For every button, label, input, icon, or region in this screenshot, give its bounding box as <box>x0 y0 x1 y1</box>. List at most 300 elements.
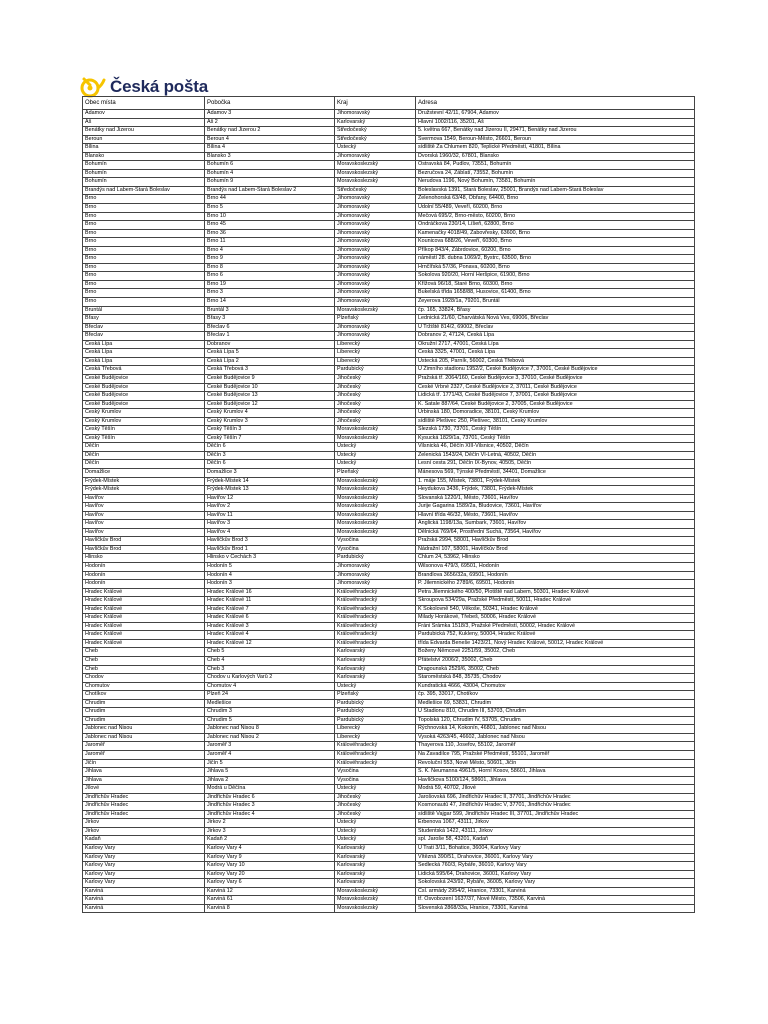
cell-obec: České Budějovice <box>83 392 205 401</box>
cell-pobocka: Medlešice <box>205 699 335 708</box>
cell-adresa: Sedlecká 760/3, Rybáře, 36010, Karlovy Vary <box>416 862 695 871</box>
cell-kraj: Jihomoravský <box>335 110 416 119</box>
cell-adresa: Slovanská 1220/1, Město, 73601, Havířov <box>416 494 695 503</box>
cell-kraj: Ústecký <box>335 460 416 469</box>
cell-pobocka: Adamov 3 <box>205 110 335 119</box>
cell-obec: Jindřichův Hradec <box>83 810 205 819</box>
cell-pobocka: Český Těšín 3 <box>205 426 335 435</box>
cell-pobocka: Český Krumlov 3 <box>205 417 335 426</box>
cell-pobocka: Brno 6 <box>205 272 335 281</box>
cell-pobocka: Děčín 6 <box>205 443 335 452</box>
cell-pobocka: Brno 11 <box>205 238 335 247</box>
cell-kraj: Jihomoravský <box>335 280 416 289</box>
cell-obec: Jílové <box>83 785 205 794</box>
cell-obec: Jaroměř <box>83 751 205 760</box>
cell-kraj: Ústecký <box>335 827 416 836</box>
table-row <box>83 323 695 332</box>
cell-kraj: Plzeňský <box>335 468 416 477</box>
cell-pobocka: Brno 4 <box>205 246 335 255</box>
cell-pobocka: Jaroměř 3 <box>205 742 335 751</box>
cell-kraj: Jihomoravský <box>335 246 416 255</box>
cell-adresa: Ústecká 205, Parník, 56002, Česká Třebová <box>416 357 695 366</box>
table-row <box>83 853 695 862</box>
header-kraj: Kraj <box>335 97 416 110</box>
cell-adresa: Příkop 843/4, Zábrdovice, 60200, Brno <box>416 246 695 255</box>
table-row <box>83 776 695 785</box>
cell-obec: Frýdek-Místek <box>83 477 205 486</box>
cell-obec: Havlíčkův Brod <box>83 537 205 546</box>
cell-obec: Jirkov <box>83 819 205 828</box>
cell-adresa: Lidická tř. 1771/43, České Budějovice 7, 37001, České Budějovice <box>416 392 695 401</box>
cell-pobocka: Karlovy Vary 6 <box>205 879 335 888</box>
cell-obec: Karlovy Vary <box>83 862 205 871</box>
cell-adresa: Slovenská 2868/33a, Hranice, 73301, Karviná <box>416 904 695 913</box>
cell-pobocka: Brno 8 <box>205 263 335 272</box>
cell-kraj: Jihomoravský <box>335 204 416 213</box>
cell-obec: České Budějovice <box>83 374 205 383</box>
cell-pobocka: Děčín 6 <box>205 460 335 469</box>
cell-pobocka: Jirkov 2 <box>205 819 335 828</box>
cell-obec: Břeclav <box>83 323 205 332</box>
cell-obec: Děčín <box>83 451 205 460</box>
cell-kraj: Jihočeský <box>335 810 416 819</box>
table-row <box>83 896 695 905</box>
cell-adresa: Kundratická 4666, 43004, Chomutov <box>416 682 695 691</box>
cell-adresa: náměstí 28. dubna 1069/2, Bystrc, 63500, Brno <box>416 255 695 264</box>
table-row <box>83 306 695 315</box>
cell-obec: Česká Lípa <box>83 340 205 349</box>
cell-adresa: K. Šatale 887/64, České Budějovice 2, 37005, České Budějovice <box>416 400 695 409</box>
cell-pobocka: Hradec Králové 7 <box>205 605 335 614</box>
post-offices-table <box>82 96 695 913</box>
table-row <box>83 836 695 845</box>
cell-pobocka: Karviná 8 <box>205 904 335 913</box>
cell-kraj: Jihočeský <box>335 802 416 811</box>
table-row <box>83 280 695 289</box>
cell-kraj: Liberecký <box>335 357 416 366</box>
cell-obec: Chodov <box>83 674 205 683</box>
table-row <box>83 443 695 452</box>
cell-kraj: Vysočina <box>335 545 416 554</box>
table-row <box>83 665 695 674</box>
cell-adresa: P. Jilemnického 2789/6, 69501, Hodonín <box>416 580 695 589</box>
table-row <box>83 528 695 537</box>
cell-obec: Brno <box>83 298 205 307</box>
cell-pobocka: Bohumín 4 <box>205 169 335 178</box>
cell-adresa: čp. 165, 33824, Břasy <box>416 306 695 315</box>
cell-adresa: U Trati 3/11, Bohatice, 36004, Karlovy Vary <box>416 845 695 854</box>
cell-adresa: Erbenova 1067, 43111, Jirkov <box>416 819 695 828</box>
cell-kraj: Jihomoravský <box>335 263 416 272</box>
cell-obec: Jindřichův Hradec <box>83 793 205 802</box>
cell-adresa: Chlum 24, 53962, Hlinsko <box>416 554 695 563</box>
cell-pobocka: Chodov u Karlových Varů 2 <box>205 674 335 683</box>
cell-obec: Adamov <box>83 110 205 119</box>
cell-kraj: Moravskoslezský <box>335 904 416 913</box>
cell-pobocka: Hradec Králové 11 <box>205 597 335 606</box>
cell-pobocka: Havlíčkův Brod 1 <box>205 545 335 554</box>
cell-adresa: Kounicova 688/26, Veveří, 60300, Brno <box>416 238 695 247</box>
table-row <box>83 562 695 571</box>
cell-adresa: Vítězná 390/51, Drahovice, 36001, Karlovy Vary <box>416 853 695 862</box>
cell-pobocka: Chrudim 5 <box>205 716 335 725</box>
cell-kraj: Královéhradecký <box>335 742 416 751</box>
cell-pobocka: Český Těšín 7 <box>205 434 335 443</box>
cell-adresa: Jarošovská 696, Jindřichův Hradec II, 37701, Jindřichův Hradec <box>416 793 695 802</box>
cell-adresa: Mečová 695/2, Brno-město, 60200, Brno <box>416 212 695 221</box>
table-row <box>83 716 695 725</box>
cell-pobocka: Frýdek-Místek 14 <box>205 477 335 486</box>
cell-obec: Hodonín <box>83 562 205 571</box>
cell-kraj: Moravskoslezský <box>335 161 416 170</box>
cell-kraj: Středočeský <box>335 186 416 195</box>
cell-kraj: Karlovarský <box>335 674 416 683</box>
cell-kraj: Jihočeský <box>335 374 416 383</box>
cell-adresa: tř. Osvobození 1637/37, Nové Město, 73506, Karviná <box>416 896 695 905</box>
cell-obec: Hradec Králové <box>83 597 205 606</box>
cell-kraj: Královéhradecký <box>335 759 416 768</box>
cell-obec: Děčín <box>83 443 205 452</box>
table-row <box>83 392 695 401</box>
cell-obec: Karviná <box>83 887 205 896</box>
cell-obec: Chrudim <box>83 699 205 708</box>
table-row <box>83 588 695 597</box>
cell-kraj: Moravskoslezský <box>335 887 416 896</box>
table-row <box>83 400 695 409</box>
cell-kraj: Moravskoslezský <box>335 169 416 178</box>
cell-pobocka: České Budějovice 12 <box>205 400 335 409</box>
cell-adresa: sídliště Za Chlumem 820, Teplické Předměstí, 41801, Bílina <box>416 144 695 153</box>
table-row <box>83 451 695 460</box>
cell-kraj: Ústecký <box>335 443 416 452</box>
cell-obec: Děčín <box>83 460 205 469</box>
cell-kraj: Jihomoravský <box>335 289 416 298</box>
table-row <box>83 332 695 341</box>
cell-obec: Havířov <box>83 511 205 520</box>
cell-obec: Brandýs nad Labem-Stará Boleslav <box>83 186 205 195</box>
table-row <box>83 212 695 221</box>
table-row <box>83 793 695 802</box>
cell-adresa: Zelenohorská 63/48, Obřany, 64400, Brno <box>416 195 695 204</box>
table-row <box>83 810 695 819</box>
cell-obec: Břeclav <box>83 332 205 341</box>
cell-obec: Jirkov <box>83 827 205 836</box>
cell-kraj: Jihomoravský <box>335 332 416 341</box>
cell-kraj: Jihočeský <box>335 417 416 426</box>
cell-obec: Hradec Králové <box>83 639 205 648</box>
table-row <box>83 742 695 751</box>
cell-pobocka: Jindřichův Hradec 4 <box>205 810 335 819</box>
cell-obec: Hlinsko <box>83 554 205 563</box>
cell-obec: Hradec Králové <box>83 614 205 623</box>
table-row <box>83 315 695 324</box>
cell-adresa: 5. května 667, Benátky nad Jizerou II, 29471, Benátky nad Jizerou <box>416 127 695 136</box>
table-row <box>83 110 695 119</box>
cell-adresa: Wilsonova 479/3, 69501, Hodonín <box>416 562 695 571</box>
cell-kraj: Karlovarský <box>335 648 416 657</box>
cell-obec: Český Krumlov <box>83 409 205 418</box>
table-row <box>83 537 695 546</box>
cell-pobocka: Hradec Králové 3 <box>205 622 335 631</box>
cell-pobocka: Cheb 3 <box>205 665 335 674</box>
cell-adresa: Na Zavadilce 795, Pražské Předměstí, 55101, Jaroměř <box>416 751 695 760</box>
cell-kraj: Liberecký <box>335 349 416 358</box>
table-row <box>83 144 695 153</box>
cell-obec: Brno <box>83 238 205 247</box>
cell-adresa: Kosmonautů 47, Jindřichův Hradec V, 37701, Jindřichův Hradec <box>416 802 695 811</box>
table-row <box>83 255 695 264</box>
cell-kraj: Liberecký <box>335 340 416 349</box>
table-row <box>83 648 695 657</box>
cell-pobocka: Břeclav 1 <box>205 332 335 341</box>
cell-kraj: Jihomoravský <box>335 255 416 264</box>
cell-adresa: Havlíčkova 5100/124, 58601, Jihlava <box>416 776 695 785</box>
cell-adresa: Hlavní 1002/116, 35201, Aš <box>416 118 695 127</box>
cell-kraj: Jihočeský <box>335 392 416 401</box>
cell-kraj: Pardubický <box>335 554 416 563</box>
cell-pobocka: Jablonec nad Nisou 8 <box>205 725 335 734</box>
cell-obec: Český Těšín <box>83 434 205 443</box>
table-row <box>83 639 695 648</box>
cell-pobocka: Havlíčkův Brod 3 <box>205 537 335 546</box>
cell-adresa: Švermova 1549, Beroun-Město, 26601, Beroun <box>416 135 695 144</box>
cell-kraj: Jihomoravský <box>335 238 416 247</box>
cell-pobocka: Havířov 4 <box>205 528 335 537</box>
cell-kraj: Ústecký <box>335 819 416 828</box>
cell-adresa: Dvorská 1960/32, 67801, Blansko <box>416 152 695 161</box>
cell-obec: Jablonec nad Nisou <box>83 725 205 734</box>
table-row <box>83 622 695 631</box>
table-row <box>83 186 695 195</box>
cell-adresa: Anglická 1198/13a, Šumbark, 73601, Havířov <box>416 520 695 529</box>
cell-kraj: Karlovarský <box>335 862 416 871</box>
cell-obec: Jihlava <box>83 768 205 777</box>
cell-adresa: Mánesova 569, Týnské Předměstí, 34401, Domažlice <box>416 468 695 477</box>
cell-obec: Jičín <box>83 759 205 768</box>
cell-pobocka: Brandýs nad Labem-Stará Boleslav 2 <box>205 186 335 195</box>
cell-kraj: Královéhradecký <box>335 751 416 760</box>
cell-adresa: Zelenická 1543/24, Děčín VI-Letná, 40502, Děčín <box>416 451 695 460</box>
cell-obec: Česká Lípa <box>83 349 205 358</box>
cell-kraj: Karlovarský <box>335 853 416 862</box>
cell-kraj: Jihomoravský <box>335 195 416 204</box>
header-pobocka: Pobočka <box>205 97 335 110</box>
cell-adresa: Petra Jilemnického 400/50, Plotiště nad Labem, 50301, Hradec Králové <box>416 588 695 597</box>
cell-kraj: Karlovarský <box>335 665 416 674</box>
cell-adresa: Pražská 2994, 58001, Havlíčkův Brod <box>416 537 695 546</box>
cell-adresa: čp. 395, 33017, Chotíkov <box>416 691 695 700</box>
table-row <box>83 229 695 238</box>
cell-adresa: Bezručova 24, Záblatí, 73552, Bohumín <box>416 169 695 178</box>
cell-pobocka: Břasy 3 <box>205 315 335 324</box>
cell-adresa: Česká 3325, 47001, Česká Lípa <box>416 349 695 358</box>
cell-pobocka: Český Krumlov 4 <box>205 409 335 418</box>
cell-pobocka: České Budějovice 9 <box>205 374 335 383</box>
cell-pobocka: Děčín 3 <box>205 451 335 460</box>
cell-adresa: K Sokolovně 540, Věkoše, 50341, Hradec Králové <box>416 605 695 614</box>
cell-kraj: Moravskoslezský <box>335 426 416 435</box>
cell-pobocka: Brno 19 <box>205 280 335 289</box>
cell-obec: Jindřichův Hradec <box>83 802 205 811</box>
cell-adresa: U Zimního stadionu 1952/2, České Budějovice 7, 37001, České Budějovice <box>416 366 695 375</box>
cell-adresa: Přátelství 2006/2, 35002, Cheb <box>416 657 695 666</box>
cell-kraj: Moravskoslezský <box>335 306 416 315</box>
cell-obec: České Budějovice <box>83 400 205 409</box>
table-row <box>83 468 695 477</box>
cell-kraj: Plzeňský <box>335 691 416 700</box>
cell-obec: Brno <box>83 246 205 255</box>
cell-adresa: sídliště Vajgar 599, Jindřichův Hradec III, 37701, Jindřichův Hradec <box>416 810 695 819</box>
cell-obec: Karlovy Vary <box>83 853 205 862</box>
cell-pobocka: Brno 36 <box>205 229 335 238</box>
cell-pobocka: Jirkov 3 <box>205 827 335 836</box>
cell-adresa: Družstevní 42/11, 67904, Adamov <box>416 110 695 119</box>
cell-pobocka: Bílina 4 <box>205 144 335 153</box>
cell-kraj: Ústecký <box>335 144 416 153</box>
cell-pobocka: Hradec Králové 16 <box>205 588 335 597</box>
cell-pobocka: Bohumín 9 <box>205 178 335 187</box>
table-row <box>83 340 695 349</box>
cell-pobocka: Kadaň 2 <box>205 836 335 845</box>
table-row <box>83 357 695 366</box>
cell-adresa: Modrá 59, 40702, Jílové <box>416 785 695 794</box>
table-row <box>83 204 695 213</box>
cell-pobocka: Dobranov <box>205 340 335 349</box>
cell-kraj: Jihomoravský <box>335 580 416 589</box>
cell-obec: Český Těšín <box>83 426 205 435</box>
cell-obec: Bílina <box>83 144 205 153</box>
cell-pobocka: Brno 44 <box>205 195 335 204</box>
header-adresa: Adresa <box>416 97 695 110</box>
cell-pobocka: Hradec Králové 6 <box>205 614 335 623</box>
cell-pobocka: Hradec Králové 4 <box>205 631 335 640</box>
cell-obec: Karviná <box>83 904 205 913</box>
table-row <box>83 511 695 520</box>
cell-kraj: Moravskoslezský <box>335 528 416 537</box>
table-row <box>83 246 695 255</box>
cell-pobocka: Aš 2 <box>205 118 335 127</box>
cell-adresa: Čsl. armády 2954/2, Hranice, 73301, Karviná <box>416 887 695 896</box>
cell-adresa: Topolská 120, Chrudim IV, 53705, Chrudim <box>416 716 695 725</box>
cell-kraj: Moravskoslezský <box>335 434 416 443</box>
cell-kraj: Liberecký <box>335 725 416 734</box>
table-row <box>83 169 695 178</box>
cell-kraj: Moravskoslezský <box>335 178 416 187</box>
cell-obec: Chrudim <box>83 716 205 725</box>
cell-adresa: Sokolovská 243/92, Rybáře, 36005, Karlovy Vary <box>416 879 695 888</box>
table-row <box>83 486 695 495</box>
cell-pobocka: Karviná 61 <box>205 896 335 905</box>
table-row <box>83 135 695 144</box>
cell-obec: Bohumín <box>83 161 205 170</box>
cell-pobocka: Česká Lípa 2 <box>205 357 335 366</box>
table-row <box>83 725 695 734</box>
cell-adresa: Medlešice 69, 53831, Chrudim <box>416 699 695 708</box>
cell-obec: Chomutov <box>83 682 205 691</box>
cell-pobocka: Hradec Králové 12 <box>205 639 335 648</box>
cell-obec: Jaroměř <box>83 742 205 751</box>
table-row <box>83 571 695 580</box>
table-row <box>83 733 695 742</box>
table-row <box>83 699 695 708</box>
cell-kraj: Moravskoslezský <box>335 520 416 529</box>
cell-obec: Hradec Králové <box>83 605 205 614</box>
cell-pobocka: Česká Třebová 3 <box>205 366 335 375</box>
table-row <box>83 682 695 691</box>
cell-kraj: Ústecký <box>335 682 416 691</box>
cell-obec: Jablonec nad Nisou <box>83 733 205 742</box>
cell-adresa: Milady Horákové, Třebeš, 50006, Hradec Králové <box>416 614 695 623</box>
cell-adresa: Urbinská 180, Domoradice, 38101, Český Krumlov <box>416 409 695 418</box>
table-row <box>83 887 695 896</box>
cell-obec: Brno <box>83 221 205 230</box>
cell-kraj: Královéhradecký <box>335 639 416 648</box>
table-row <box>83 383 695 392</box>
table-row <box>83 409 695 418</box>
cell-kraj: Ústecký <box>335 836 416 845</box>
cell-kraj: Moravskoslezský <box>335 503 416 512</box>
table-row <box>83 614 695 623</box>
cell-pobocka: Bruntál 3 <box>205 306 335 315</box>
cell-obec: Břasy <box>83 315 205 324</box>
cell-obec: Blansko <box>83 152 205 161</box>
cell-kraj: Moravskoslezský <box>335 896 416 905</box>
table-row <box>83 802 695 811</box>
cell-adresa: Zeyerova 1928/1a, 79201, Bruntál <box>416 298 695 307</box>
cell-pobocka: Karlovy Vary 4 <box>205 845 335 854</box>
cell-adresa: Staroměstská 848, 35735, Chodov <box>416 674 695 683</box>
cell-pobocka: Plzeň 24 <box>205 691 335 700</box>
cell-adresa: Heydukova 3436, Frýdek, 73801, Frýdek-Místek <box>416 486 695 495</box>
header-obec: Obec místa <box>83 97 205 110</box>
cell-kraj: Pardubický <box>335 708 416 717</box>
table-row <box>83 597 695 606</box>
cell-pobocka: Havířov 3 <box>205 520 335 529</box>
cell-kraj: Královéhradecký <box>335 622 416 631</box>
cell-adresa: Křížová 96/18, Staré Brno, 60300, Brno <box>416 280 695 289</box>
cell-adresa: Revoluční 553, Nové Město, 50601, Jičín <box>416 759 695 768</box>
table-row <box>83 904 695 913</box>
cell-obec: Hradec Králové <box>83 622 205 631</box>
table-row <box>83 554 695 563</box>
table-row <box>83 845 695 854</box>
cell-adresa: Rýchnovská 14, Kokonín, 46801, Jablonec nad Nisou <box>416 725 695 734</box>
cell-pobocka: Jindřichův Hradec 3 <box>205 802 335 811</box>
table-row <box>83 674 695 683</box>
cell-obec: Frýdek-Místek <box>83 486 205 495</box>
table-row <box>83 366 695 375</box>
table-row <box>83 152 695 161</box>
cell-obec: Chotíkov <box>83 691 205 700</box>
cell-pobocka: Brno 14 <box>205 298 335 307</box>
table-row <box>83 118 695 127</box>
brand-name: Česká pošta <box>110 77 208 96</box>
cell-kraj: Pardubický <box>335 366 416 375</box>
table-row <box>83 178 695 187</box>
cell-kraj: Moravskoslezský <box>335 486 416 495</box>
cell-obec: Bohumín <box>83 169 205 178</box>
table-row <box>83 195 695 204</box>
table-row <box>83 161 695 170</box>
cell-pobocka: Jihlava 5 <box>205 768 335 777</box>
cell-pobocka: Jablonec nad Nisou 2 <box>205 733 335 742</box>
cell-obec: Hradec Králové <box>83 588 205 597</box>
cell-kraj: Moravskoslezský <box>335 494 416 503</box>
cell-adresa: Sokolova 920/20, Horní Heršpice, 61900, Brno <box>416 272 695 281</box>
cell-kraj: Moravskoslezský <box>335 477 416 486</box>
cell-kraj: Jihomoravský <box>335 298 416 307</box>
table-row <box>83 221 695 230</box>
